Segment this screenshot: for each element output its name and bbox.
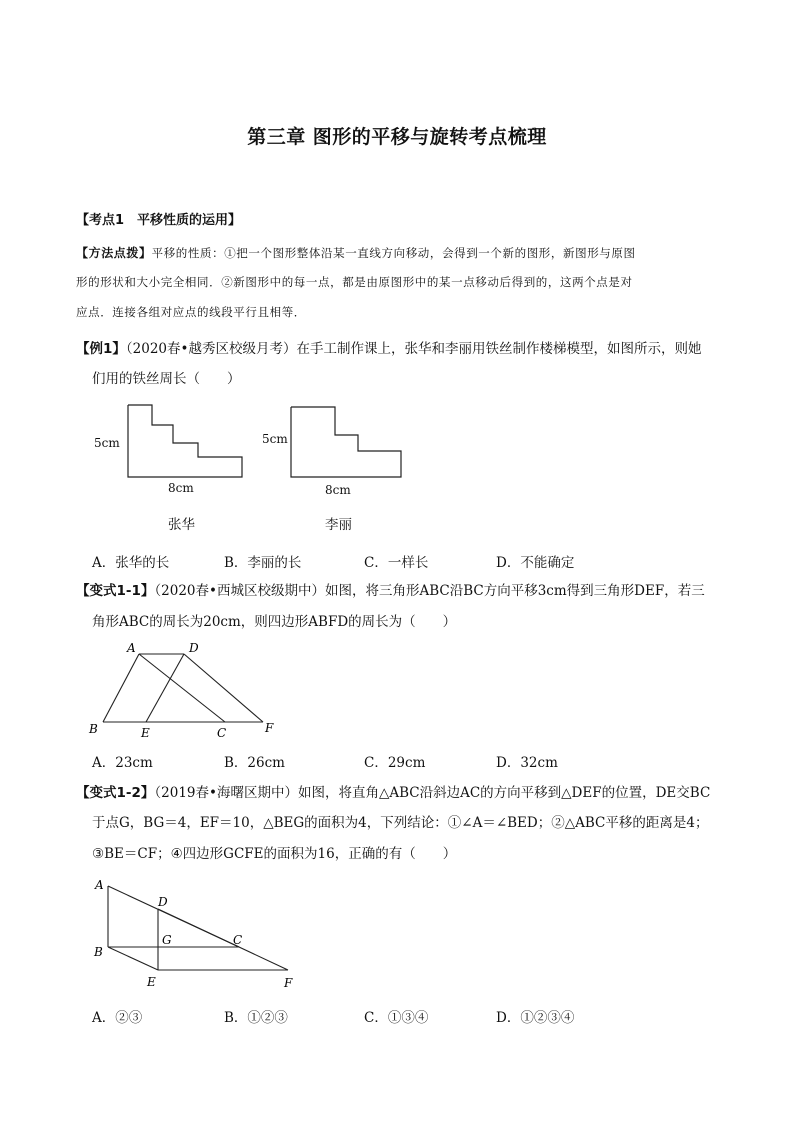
label-e: E <box>147 975 156 989</box>
variant11-choice-b: B．26cm <box>224 755 285 771</box>
lili-height-label: 5cm <box>262 432 288 446</box>
label-a: A <box>127 641 136 655</box>
variant12-choice-b: B．①②③ <box>224 1010 288 1026</box>
label-f: F <box>284 976 293 990</box>
label-e: E <box>141 726 150 740</box>
zhanghua-height-label: 5cm <box>94 436 120 450</box>
variant12-tag: 【变式1-2】 <box>76 785 155 801</box>
translation-triangle-figure <box>85 640 285 740</box>
example1-tag: 【例1】 <box>76 341 126 357</box>
variant11-choice-d: D．32cm <box>496 755 558 771</box>
stair-figures <box>80 395 420 540</box>
variant12-choice-c: C．①③④ <box>364 1010 429 1026</box>
label-a: A <box>95 878 104 892</box>
label-g: G <box>162 933 172 947</box>
label-f: F <box>265 721 274 735</box>
example1-choice-b: B．李丽的长 <box>224 555 302 571</box>
lili-width-label: 8cm <box>325 483 351 497</box>
example1-choice-d: D．不能确定 <box>496 555 575 571</box>
label-d: D <box>158 895 168 909</box>
variant12-choice-d: D．①②③④ <box>496 1010 575 1026</box>
label-c: C <box>217 726 227 740</box>
method-text-1: 平移的性质：①把一个图形整体沿某一直线方向移动，会得到一个新的图形，新图形与原图 <box>151 246 636 260</box>
variant12-line-3: ③BE＝CF；④四边形GCFE的面积为16，正确的有（ ） <box>92 846 457 862</box>
example1-choice-a: A．张华的长 <box>92 555 170 571</box>
method-tag: 【方法点拨】 <box>76 246 152 260</box>
lili-caption: 李丽 <box>325 517 352 533</box>
variant11-line-2: 角形ABC的周长为20cm，则四边形ABFD的周长为（ ） <box>92 614 457 630</box>
zhanghua-staircase <box>128 405 242 477</box>
method-line-3: 应点．连接各组对应点的线段平行且相等． <box>76 305 306 319</box>
variant11-line-1 <box>76 582 705 600</box>
variant12-line-1 <box>76 784 710 802</box>
method-line-1 <box>76 244 636 261</box>
variant12-text-1: （2019春•海曙区期中）如图，将直角△ABC沿斜边AC的方向平移到△DEF的位置，DE交BC <box>154 785 711 801</box>
example1-text-1: （2020春•越秀区校级月考）在手工制作课上，张华和李丽用铁丝制作楼梯模型，如图所示，则她 <box>125 341 702 357</box>
section-heading: 【考点1 平移性质的运用】 <box>76 213 242 228</box>
label-d: D <box>189 641 199 655</box>
zhanghua-caption: 张华 <box>168 517 195 533</box>
example1-choice-c: C．一样长 <box>364 555 429 571</box>
example1-line-2: 们用的铁丝周长（ ） <box>92 371 241 387</box>
variant11-choice-a: A．23cm <box>92 755 153 771</box>
variant11-tag: 【变式1-1】 <box>76 583 155 599</box>
label-c: C <box>233 933 243 947</box>
right-triangle-figure <box>88 870 308 995</box>
zhanghua-width-label: 8cm <box>168 481 194 495</box>
variant11-choice-c: C．29cm <box>364 755 426 771</box>
variant12-line-2: 于点G，BG＝4，EF＝10，△BEG的面积为4，下列结论：①∠A＝∠BED；②△ABC平移的距离是4； <box>92 815 709 831</box>
page-title: 第三章 图形的平移与旋转考点梳理 <box>247 126 547 148</box>
variant12-choice-a: A．②③ <box>92 1010 143 1026</box>
label-b: B <box>94 945 103 959</box>
lili-staircase <box>291 407 401 477</box>
label-b: B <box>89 722 98 736</box>
variant11-text-1: （2020春•西城区校级期中）如图，将三角形ABC沿BC方向平移3cm得到三角形DEF，若三 <box>154 583 705 599</box>
example1-line-1 <box>76 340 701 358</box>
method-line-2: 形的形状和大小完全相同．②新图形中的每一点，都是由原图形中的某一点移动后得到的，这两个点是对 <box>76 275 633 289</box>
